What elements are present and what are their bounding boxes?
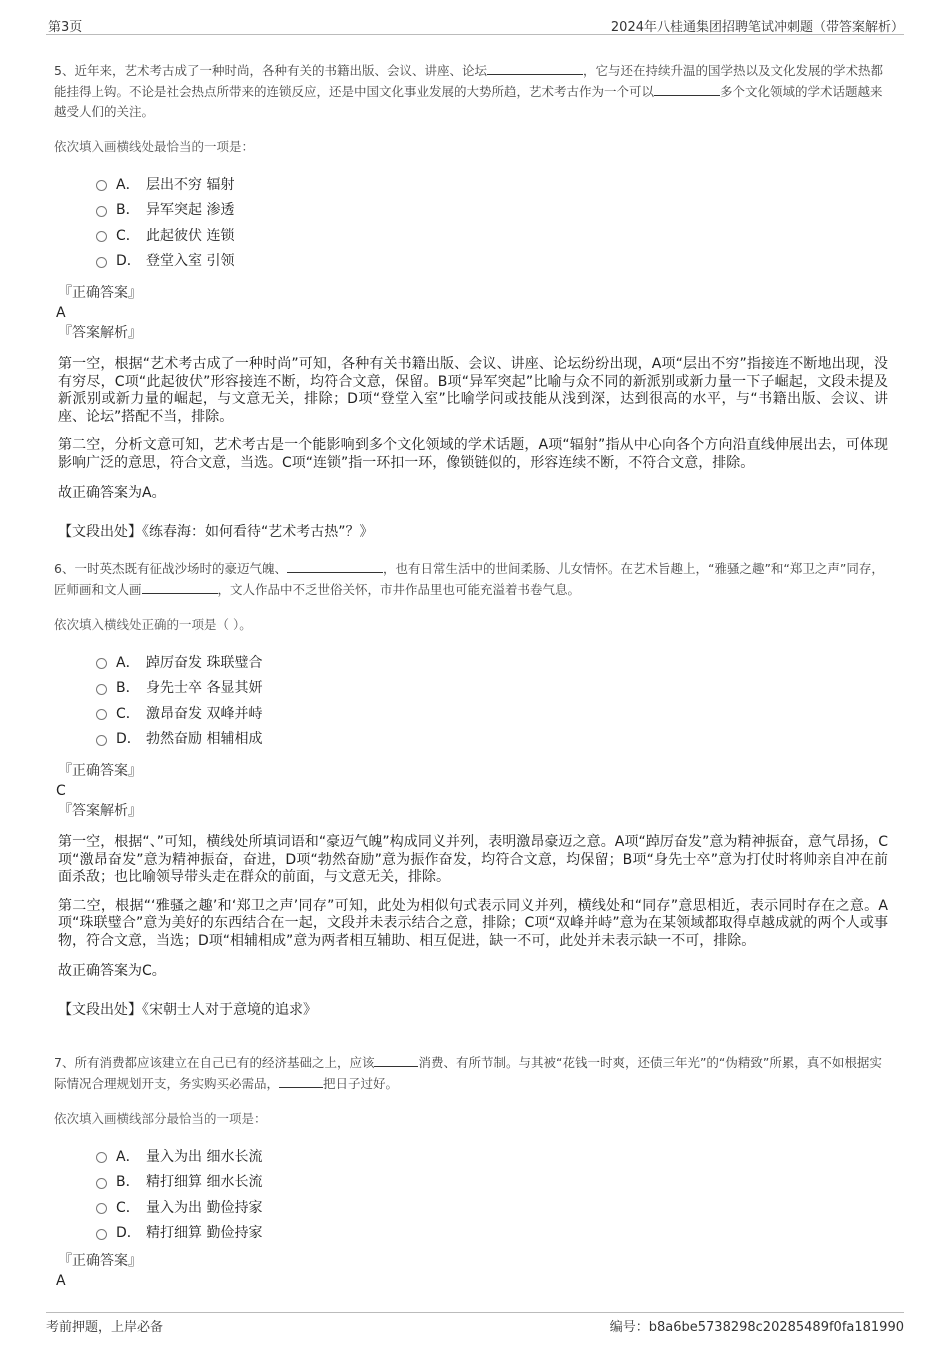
page-footer <box>46 1312 904 1335</box>
option-list <box>54 649 894 751</box>
option-b[interactable]: B． 身先士卒 各显其妍 <box>54 675 894 701</box>
answer-value: C <box>56 783 66 799</box>
radio-icon[interactable] <box>96 1152 107 1163</box>
analysis-conclusion: 故正确答案为C。 <box>58 963 166 979</box>
footer-slogan: 考前押题，上岸必备 <box>46 1320 164 1335</box>
option-c[interactable]: C． 量入为出 勤俭持家 <box>54 1194 894 1220</box>
question-stem: 6、一时英杰既有征战沙场时的豪迈气魄、 ，也有日常生活中的世间柔肠、儿女情怀。在艺术旨趣上，“雅骚之趣”和“郑卫之声”同存，匠师画和文人画 ，文人作品中不乏世俗关怀，市井作品里也可能充溢着书卷气息。 <box>54 558 894 600</box>
option-list <box>54 171 894 273</box>
option-c[interactable]: C． 此起彼伏 连锁 <box>54 222 894 248</box>
radio-icon[interactable] <box>96 206 107 217</box>
radio-icon[interactable] <box>96 1178 107 1189</box>
option-list <box>54 1143 894 1245</box>
radio-icon[interactable] <box>96 684 107 695</box>
option-d[interactable]: D． 精打细算 勤俭持家 <box>54 1220 894 1246</box>
fill-blank <box>287 558 383 573</box>
question-prompt: 依次填入横线处正确的一项是（ ）。 <box>54 617 252 632</box>
question-prompt: 依次填入画横线部分最恰当的一项是： <box>54 1111 267 1126</box>
fill-blank <box>487 60 583 75</box>
answer-label: 『正确答案』 <box>58 763 142 779</box>
fill-blank <box>279 1073 323 1088</box>
passage-source: 【文段出处】《宋朝士人对于意境的追求》 <box>58 1001 317 1018</box>
analysis-paragraph: 第一空，根据“、”可知，横线处所填词语和“豪迈气魄”构成同义并列，表明激昂豪迈之意。A项“踔厉奋发”意为精神振奋，意气昂扬，C项“激昂奋发”意为精神振奋，奋进，D项“勃然奋励”意为振作奋发，均符合文意，均保留；B项“身先士卒”意为打仗时将帅亲自冲在前面杀敌；也比喻领导带头走在群众的前面，与文意无关，排除。 <box>58 834 888 885</box>
question-7 <box>54 1052 894 1291</box>
analysis-paragraph: 第一空，根据“艺术考古成了一种时尚”可知，各种有关书籍出版、会议、讲座、论坛纷纷出现，A项“层出不穷”指接连不断地出现，没有穷尽，C项“此起彼伏”形容接连不断，均符合文意，保留。B项“异军突起”比喻与众不同的新派别或新力量一下子崛起，文段未提及新派别或新力量的崛起，与文意无关，排除；D项“登堂入室”比喻学问或技能从浅到深，达到很高的水平，与“书籍出版、会议、讲座、论坛”搭配不当，排除。 <box>58 356 888 425</box>
document-code: 编号：b8a6be5738298c20285489f0fa181990 <box>609 1320 904 1335</box>
radio-icon[interactable] <box>96 231 107 242</box>
analysis-paragraph: 第二空，根据“‘雅骚之趣’和‘郑卫之声’同存”可知，此处为相似句式表示同义并列，横线处和“同存”意思相近，表示同时存在之意。A项“珠联璧合”意为美好的东西结合在一起，文段并未表示结合之意，排除；C项“双峰并峙”意为在某领域都取得卓越成就的两个人或事物，符合文意，当选；D项“相辅相成”意为两者相互辅助、相互促进，缺一不可，此处并未表示缺一不可，排除。 <box>58 897 888 949</box>
page-header <box>46 14 904 35</box>
radio-icon[interactable] <box>96 1229 107 1240</box>
answer-label: 『正确答案』 <box>58 285 142 301</box>
option-d[interactable]: D． 勃然奋励 相辅相成 <box>54 726 894 752</box>
question-5 <box>54 60 894 541</box>
radio-icon[interactable] <box>96 257 107 268</box>
analysis-paragraph: 第二空，分析文意可知，艺术考古是一个能影响到多个文化领域的学术话题，A项“辐射”指从中心向各个方向沿直线伸展出去，可体现影响广泛的意思，符合文意，当选。C项“连锁”指一环扣一环，像锁链似的，形容连续不断，不符合文意，排除。 <box>58 437 888 471</box>
question-6 <box>54 558 894 1019</box>
radio-icon[interactable] <box>96 180 107 191</box>
passage-source: 【文段出处】《练春海：如何看待“艺术考古热”？》 <box>58 523 374 540</box>
option-a[interactable]: A． 量入为出 细水长流 <box>54 1143 894 1169</box>
question-prompt: 依次填入画横线处最恰当的一项是： <box>54 139 255 154</box>
document-title: 2024年八桂通集团招聘笔试冲刺题（带答案解析） <box>610 20 904 35</box>
analysis-conclusion: 故正确答案为A。 <box>58 485 166 501</box>
answer-label: 『正确答案』 <box>58 1253 142 1269</box>
page-number: 第3页 <box>48 20 83 35</box>
option-b[interactable]: B． 异军突起 渗透 <box>54 197 894 223</box>
fill-blank <box>374 1052 418 1067</box>
analysis-label: 『答案解析』 <box>58 325 142 341</box>
option-a[interactable]: A． 层出不穷 辐射 <box>54 171 894 197</box>
radio-icon[interactable] <box>96 658 107 669</box>
analysis-label: 『答案解析』 <box>58 803 142 819</box>
option-b[interactable]: B． 精打细算 细水长流 <box>54 1169 894 1195</box>
question-stem: 7、所有消费都应该建立在自己已有的经济基础之上，应该 消费、有所节制。与其被“花钱一时爽，还债三年光”的“伪精致”所累，真不如根据实际情况合理规划开支，务实购买必需品， 把日子过好。 <box>54 1052 894 1094</box>
answer-value: A <box>56 1273 66 1289</box>
fill-blank <box>142 579 218 594</box>
option-c[interactable]: C． 激昂奋发 双峰并峙 <box>54 700 894 726</box>
question-stem: 5、近年来，艺术考古成了一种时尚，各种有关的书籍出版、会议、讲座、论坛 ，它与还在持续升温的国学热以及文化发展的学术热都能挂得上钩。不论是社会热点所带来的连锁反应，还是中国文化事业发展的大势所趋，艺术考古作为一个可以 多个文化领域的学术话题越来越受人们的关注。 <box>54 60 894 122</box>
answer-value: A <box>56 305 66 321</box>
radio-icon[interactable] <box>96 735 107 746</box>
radio-icon[interactable] <box>96 709 107 720</box>
fill-blank <box>654 81 720 96</box>
radio-icon[interactable] <box>96 1203 107 1214</box>
option-d[interactable]: D． 登堂入室 引领 <box>54 248 894 274</box>
option-a[interactable]: A． 踔厉奋发 珠联璧合 <box>54 649 894 675</box>
